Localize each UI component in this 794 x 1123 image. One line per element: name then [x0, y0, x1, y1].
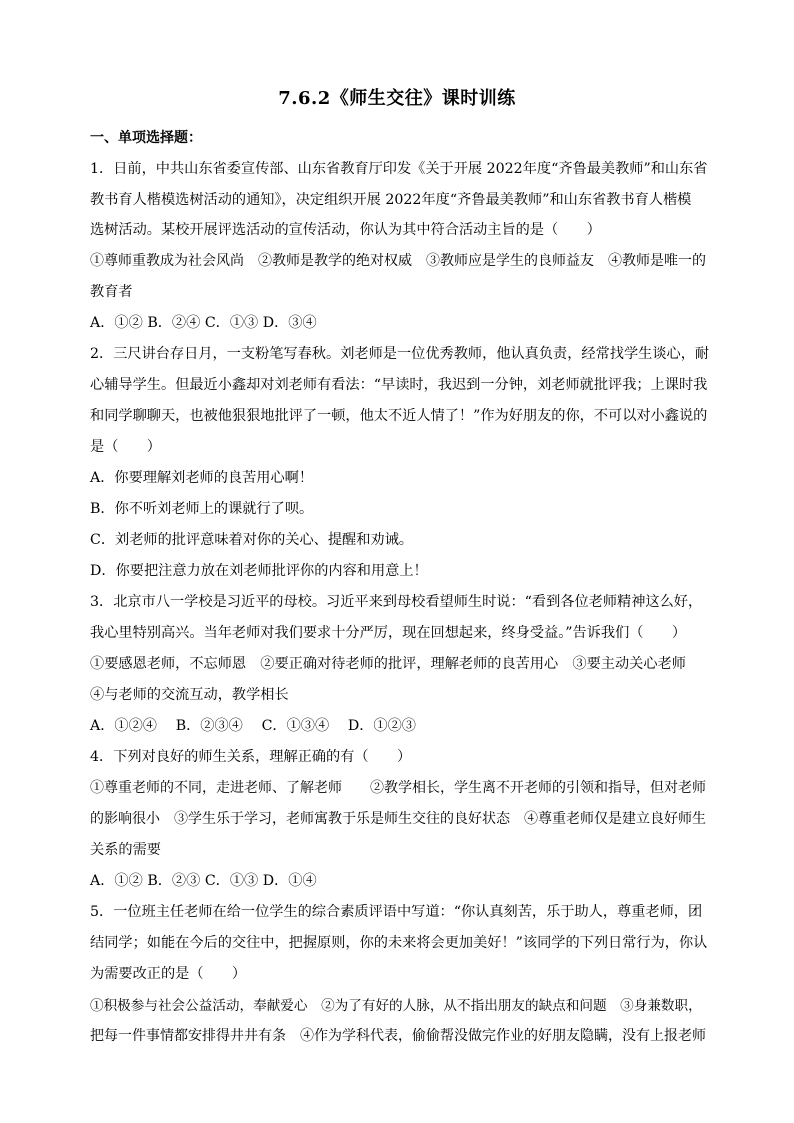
document-title: 7.6.2《师生交往》课时训练 — [278, 88, 516, 109]
q2-option-a: A．你要理解刘老师的良苦用心啊！ — [90, 470, 314, 486]
q3-statements-2: ④与老师的交流互动，教学相长 — [90, 687, 289, 703]
q4-statements-3: 关系的需要 — [90, 842, 161, 858]
q4-statements-1: ①尊重老师的不同，走进老师、了解老师 ②教学相长，学生离不开老师的引领和指导，但对老师 — [90, 780, 706, 796]
q2-option-c: C．刘老师的批评意味着对你的关心、提醒和劝诫。 — [90, 532, 413, 548]
q3-statements-1: ①要感恩老师，不忘师恩 ②要正确对待老师的批评，理解老师的良苦用心 ③要主动关心老师 — [90, 656, 686, 672]
q1-statements-2: 教育者 — [90, 284, 133, 300]
q5-statements-2: 把每一件事情都安排得井井有条 ④作为学科代表，偷偷帮没做完作业的好朋友隐瞒，没有上报老师 — [90, 1028, 706, 1044]
section-heading: 一、单项选择题： — [90, 130, 202, 146]
q5-line-1: 5．一位班主任老师在给一位学生的综合素质评语中写道：“你认真刻苦，乐于助人，尊重老师，团 — [90, 904, 703, 920]
q4-options: A．①② B．②③ C．①③ D．①④ — [90, 873, 317, 889]
q3-options: A．①②④ B．②③④ C．①③④ D．①②③ — [90, 718, 416, 734]
q2-line-1: 2．三尺讲台存日月，一支粉笔写春秋。刘老师是一位优秀教师，他认真负责，经常找学生谈心，耐 — [90, 346, 710, 362]
q2-option-d: D．你要把注意力放在刘老师批评你的内容和用意上！ — [90, 563, 428, 579]
q1-statements-1: ①尊师重教成为社会风尚 ②教师是教学的绝对权威 ③教师应是学生的良师益友 ④教师是唯一的 — [90, 253, 706, 269]
q1-options: A．①② B．②④ C．①③ D．③④ — [90, 315, 317, 331]
q1-line-3: 选树活动。某校开展评选活动的宣传活动，你认为其中符合活动主旨的是（ ） — [90, 222, 601, 238]
q5-line-3: 为需要改正的是（ ） — [90, 966, 247, 982]
q2-line-3: 和同学聊聊天，也被他狠狠地批评了一顿，他太不近人情了！”作为好朋友的你，不可以对小鑫说的 — [90, 408, 708, 424]
q1-line-2: 教书育人楷模选树活动的通知》，决定组织开展 2022年度“齐鲁最美教师”和山东省教书育人楷模 — [90, 192, 692, 208]
q2-line-4: 是（ ） — [90, 439, 161, 455]
q4-statements-2: 的影响很小 ③学生乐于学习，老师寓教于乐是师生交往的良好状态 ④尊重老师仅是建立良好师生 — [90, 811, 706, 827]
q5-statements-1: ①积极参与社会公益活动，奉献爱心 ②为了有好的人脉，从不指出朋友的缺点和问题 ③身兼数职， — [90, 998, 702, 1014]
q4-line-1: 4．下列对良好的师生关系，理解正确的有（ ） — [90, 749, 412, 765]
q2-line-2: 心辅导学生。但最近小鑫却对刘老师有看法：“早读时，我迟到一分钟，刘老师就批评我；上课时我 — [90, 377, 708, 393]
q5-line-2: 结同学；如能在今后的交往中，把握原则，你的未来将会更加美好！”该同学的下列日常行为，你认 — [90, 935, 708, 951]
q3-line-2: 我心里特别高兴。当年老师对我们要求十分严厉，现在回想起来，终身受益。”告诉我们（ ） — [90, 625, 687, 641]
q1-line-1: 1．日前，中共山东省委宣传部、山东省教育厅印发《关于开展 2022年度“齐鲁最美教师”和山东省 — [90, 161, 708, 177]
q3-line-1: 3．北京市八一学校是习近平的母校。习近平来到母校看望师生时说：“看到各位老师精神这么好， — [90, 594, 703, 610]
q2-option-b: B．你不听刘老师上的课就行了呗。 — [90, 501, 314, 517]
